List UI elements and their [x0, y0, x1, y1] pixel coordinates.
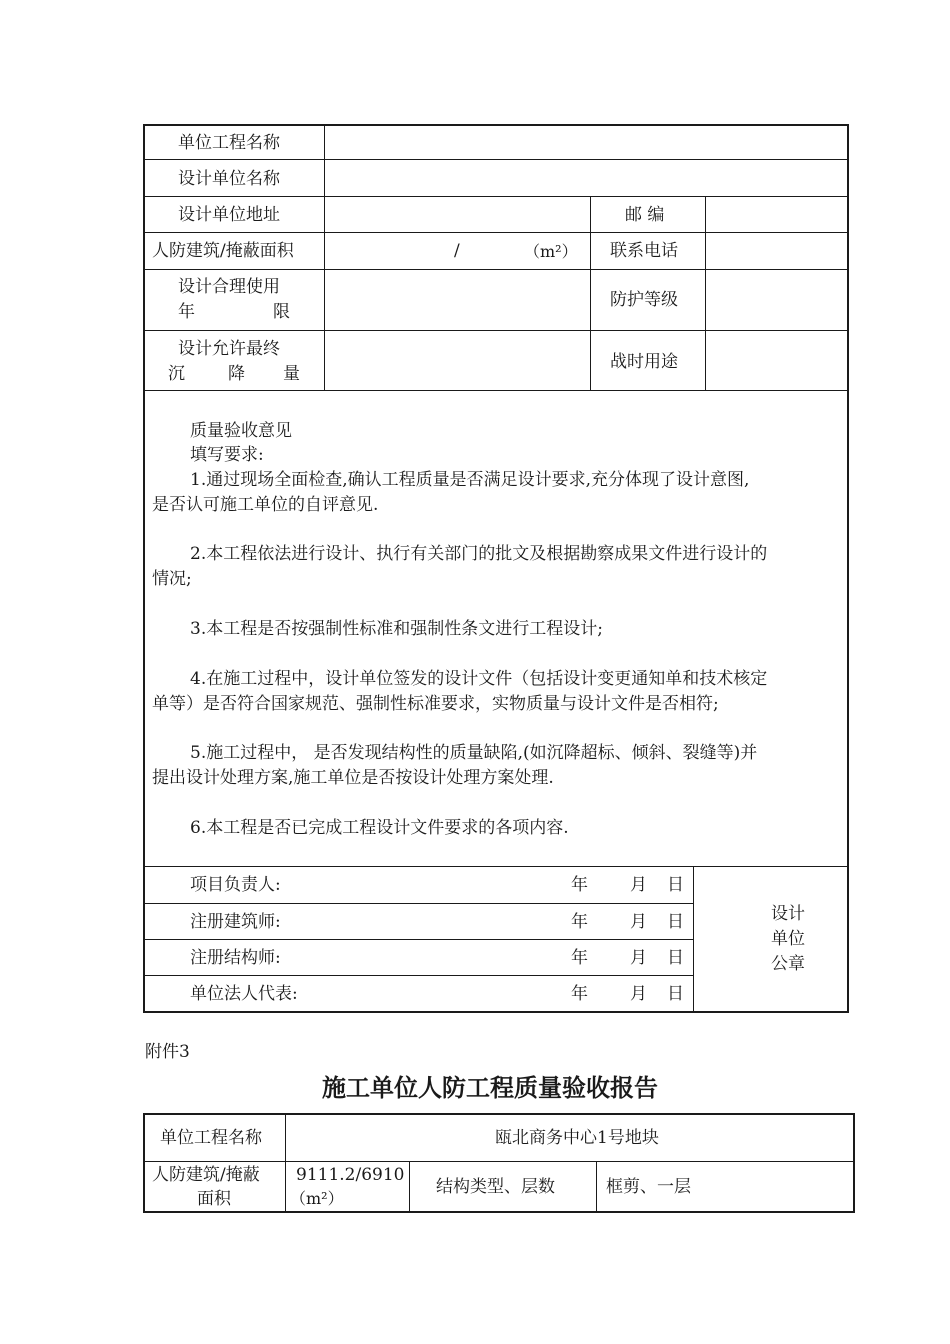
date-day: 日: [667, 875, 684, 895]
table-border-bottom: [143, 1211, 855, 1213]
col-line: [285, 1113, 286, 1212]
area-slash: /: [454, 241, 460, 261]
requirement-item: 4.在施工过程中，设计单位签发的设计文件（包括设计变更通知单和技术核定: [190, 669, 768, 689]
area-unit: （m²）: [524, 242, 578, 261]
design-unit-name-label: 设计单位名称: [178, 169, 280, 189]
requirements-label: 填写要求:: [190, 445, 264, 465]
date-day: 日: [667, 948, 684, 968]
date-month: 月: [630, 948, 647, 968]
signature-role: 注册建筑师:: [190, 912, 281, 932]
requirement-item-cont: 提出设计处理方案,施工单位是否按设计处理方案处理.: [152, 768, 554, 788]
design-life-label-l2a: 年: [178, 302, 195, 322]
date-month: 月: [630, 912, 647, 932]
row-line: [143, 330, 849, 331]
unit-project-name-label: 单位工程名称: [178, 133, 280, 153]
date-month: 月: [630, 875, 647, 895]
att-area-unit: （m²）: [290, 1189, 344, 1208]
att-area-label-l1: 人防建筑/掩蔽: [152, 1165, 260, 1185]
date-day: 日: [667, 912, 684, 932]
col-line: [590, 196, 591, 390]
date-day: 日: [667, 984, 684, 1004]
date-year: 年: [571, 948, 588, 968]
settlement-label-l2b: 降: [228, 364, 245, 384]
protection-level-label: 防护等级: [610, 290, 678, 310]
att-unit-project-name-value: 瓯北商务中心1号地块: [495, 1128, 659, 1148]
design-life-label-l1: 设计合理使用: [178, 277, 280, 297]
table-border-right: [847, 124, 849, 1013]
col-line: [705, 196, 706, 390]
requirement-item: 2.本工程依法进行设计、执行有关部门的批文及根据勘察成果文件进行设计的: [190, 544, 768, 564]
requirement-item: 3.本工程是否按强制性标准和强制性条文进行工程设计;: [190, 619, 603, 639]
col-line: [409, 1161, 410, 1212]
row-line: [143, 903, 694, 904]
postcode-label: 邮 编: [625, 205, 665, 225]
opinion-heading: 质量验收意见: [190, 421, 292, 441]
col-line: [596, 1161, 597, 1212]
seal-line: 设计: [771, 904, 805, 924]
row-line: [143, 269, 849, 270]
page-title: 施工单位人防工程质量验收报告: [322, 1074, 658, 1102]
att-area-label-l2: 面积: [197, 1189, 231, 1209]
row-line: [143, 866, 849, 867]
att-structure-label: 结构类型、层数: [436, 1177, 555, 1197]
table-border-top: [143, 1113, 855, 1115]
civil-defense-area-label: 人防建筑/掩蔽面积: [152, 241, 294, 261]
signature-role: 项目负责人:: [190, 875, 281, 895]
table-border-left: [143, 124, 145, 1013]
design-unit-address-label: 设计单位地址: [178, 205, 280, 225]
date-year: 年: [571, 912, 588, 932]
contact-phone-label: 联系电话: [610, 241, 678, 261]
row-line: [143, 232, 849, 233]
signature-role: 单位法人代表:: [190, 984, 298, 1004]
row-line: [143, 1161, 855, 1162]
requirement-item-cont: 情况;: [152, 569, 192, 589]
date-year: 年: [571, 875, 588, 895]
seal-line: 公章: [771, 954, 805, 974]
settlement-label-l1: 设计允许最终: [178, 339, 280, 359]
design-life-label-l2b: 限: [273, 302, 290, 322]
requirement-item-cont: 是否认可施工单位的自评意见.: [152, 495, 379, 515]
att-unit-project-name-label: 单位工程名称: [160, 1128, 262, 1148]
wartime-use-label: 战时用途: [610, 352, 678, 372]
col-line: [693, 866, 694, 1012]
row-line: [143, 939, 694, 940]
row-line: [143, 196, 849, 197]
table-border-top: [143, 124, 849, 126]
row-line: [143, 390, 849, 391]
requirement-item-cont: 单等）是否符合国家规范、强制性标准要求，实物质量与设计文件是否相符;: [152, 694, 719, 714]
seal-line: 单位: [771, 929, 805, 949]
settlement-label-l2c: 量: [283, 364, 300, 384]
requirement-item: 5.施工过程中， 是否发现结构性的质量缺陷,(如沉降超标、倾斜、裂缝等)并: [190, 743, 758, 763]
signature-role: 注册结构师:: [190, 948, 281, 968]
requirement-item: 1.通过现场全面检查,确认工程质量是否满足设计要求,充分体现了设计意图,: [190, 470, 750, 490]
table-border-right: [853, 1113, 855, 1213]
att-area-value: 9111.2/6910: [296, 1165, 405, 1185]
attachment-label: 附件3: [145, 1042, 190, 1062]
table-border-bottom: [143, 1011, 849, 1013]
row-line: [143, 975, 694, 976]
date-month: 月: [630, 984, 647, 1004]
requirement-item: 6.本工程是否已完成工程设计文件要求的各项内容.: [190, 818, 569, 838]
att-structure-value: 框剪、一层: [606, 1177, 691, 1197]
col-line: [324, 124, 325, 390]
settlement-label-l2a: 沉: [168, 364, 185, 384]
date-year: 年: [571, 984, 588, 1004]
row-line: [143, 159, 849, 160]
table-border-left: [143, 1113, 145, 1213]
